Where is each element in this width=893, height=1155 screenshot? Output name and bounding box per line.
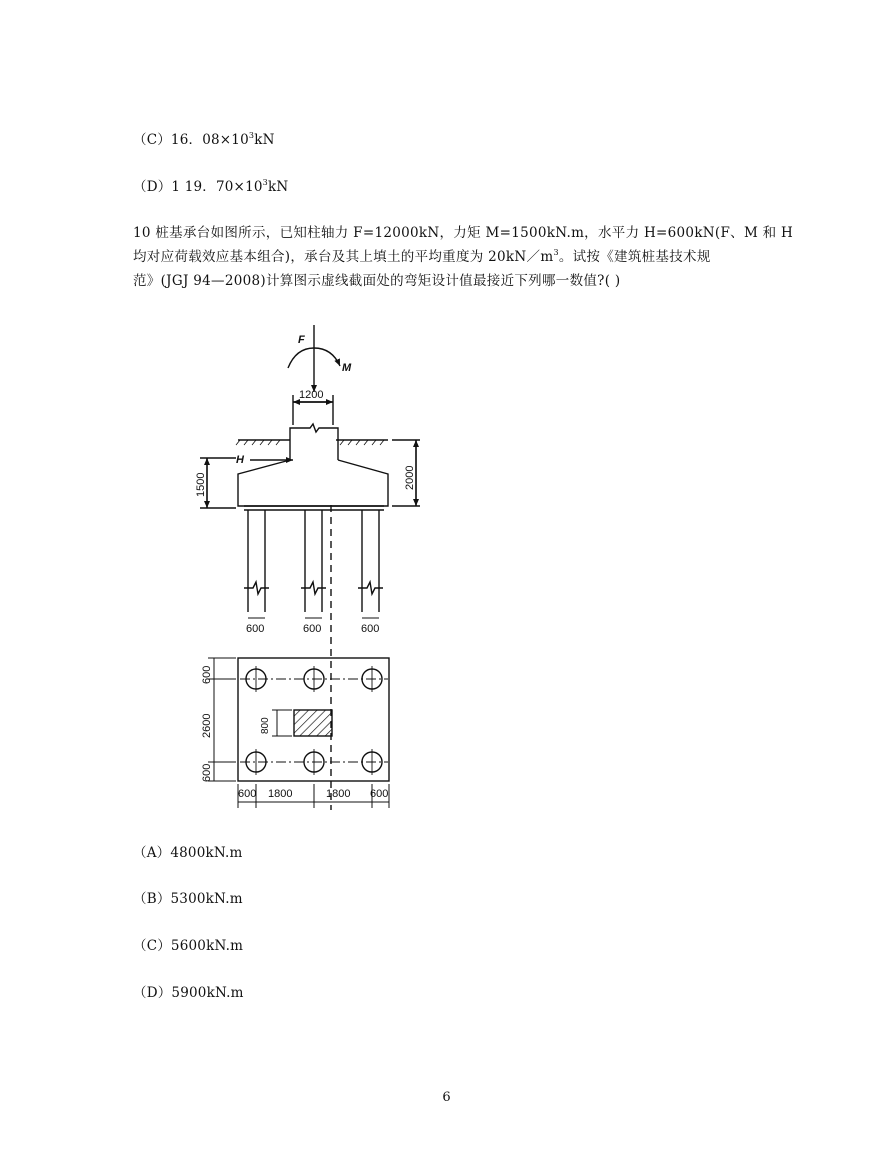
dim-plan-b1: 600 [238,788,257,800]
question-line-3: 范》(JGJ 94—2008)计算图示虚线截面处的弯矩设计值最接近下列哪一数值?( ) [133,273,621,289]
answer-c: （C）5600kN.m [133,938,244,954]
question-line-1: 10 桩基承台如图所示，已知柱轴力 F=12000kN，力矩 M=1500kN.m，水平力 H=600kN(F、M 和 H [133,225,794,241]
dim-pile-left: 600 [246,623,265,635]
dim-plan-b2: 1800 [268,788,293,800]
pile-middle [301,510,326,612]
pile-cap-figure [180,315,420,820]
dim-plan-bottom: 600 [201,763,213,782]
dim-column-depth: 800 [260,717,271,734]
pile-cap-elevation [238,460,388,506]
option-c-previous: （C）16．$08\times 10^3kN$ [133,131,275,148]
dim-plan-b3: 1800 [326,788,351,800]
dim-depth: 2000 [404,465,416,490]
dim-plan-middle: 2600 [201,713,213,738]
answer-d: （D）5900kN.m [133,985,244,1001]
dim-plan-top: 600 [201,665,213,684]
label-M: M [342,362,352,374]
answer-a: （A）4800kN.m [133,845,243,861]
option-d-previous: （D）1 19．$70\times 10^3kN$ [133,178,289,195]
column-plan-hatched [294,710,332,736]
dim-column-width: 1200 [299,389,324,401]
dim-pile-right: 600 [361,623,380,635]
column-stub [290,424,338,460]
dim-plan-b4: 600 [370,788,389,800]
pile-right [358,510,383,612]
question-line-2: 均对应荷载效应基本组合)，承台及其上填土的平均重度为 $20kN/m^3$。试按《建筑桩基技术规 [133,248,711,265]
label-F: F [298,334,305,346]
dim-pile-middle: 600 [303,623,322,635]
label-H: H [236,454,244,466]
dim-cap-thickness: 1500 [195,472,207,497]
page-number: 6 [442,1090,451,1105]
pile-left [244,510,269,612]
answer-b: （B）5300kN.m [133,891,243,907]
